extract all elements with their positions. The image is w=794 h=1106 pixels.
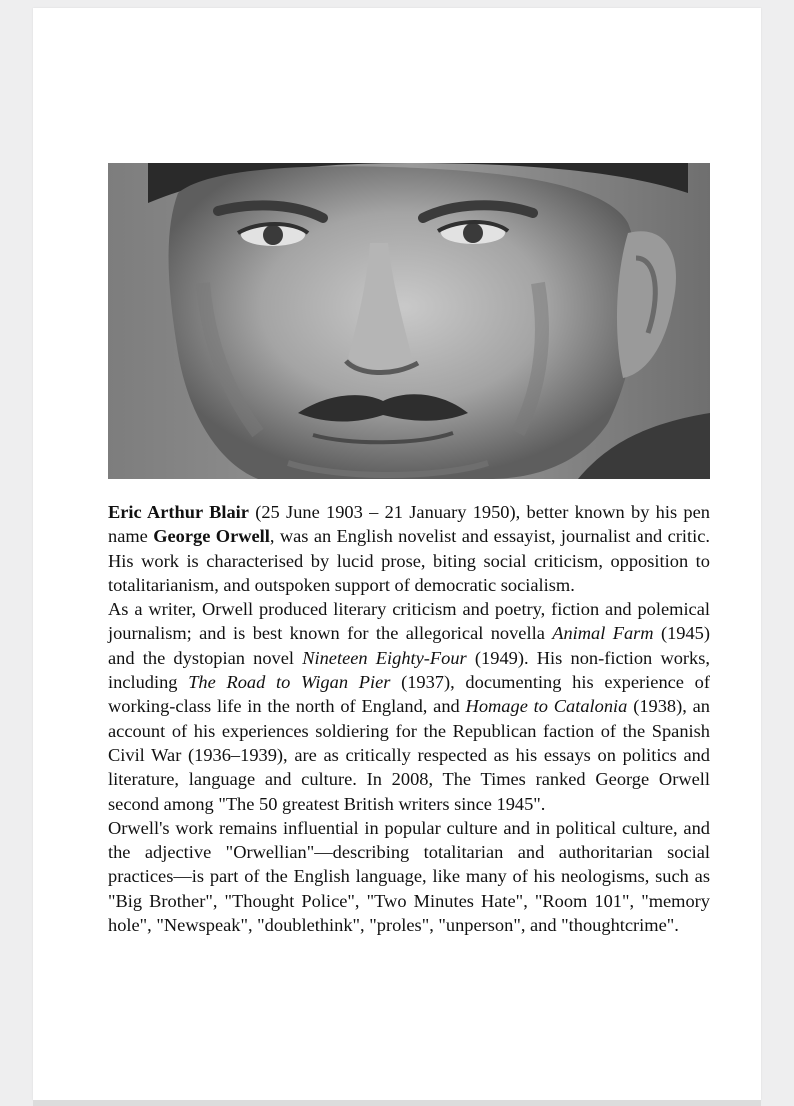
book-title: The Road to Wigan Pier xyxy=(188,672,391,693)
bio-paragraph-2: As a writer, Orwell produced literary criticism and poetry, fiction and polemical journalism; and is best known for the allegorical novella Animal Farm (1945) and the dystopian novel Nineteen Eighty-Four (1949). His non-fiction works, including The Road to Wigan Pier (1937), documenting his experience of working-class life in the north of England, and Homage to Catalonia (1938), an account of his experiences soldiering for the Republican faction of the Spanish Civil War (1936–1939), are as critically respected as his essays on politics and literature, language and culture. In 2008, The Times ranked George Orwell second among "The 50 greatest British writers since 1945". xyxy=(108,599,710,814)
book-title: Animal Farm xyxy=(552,623,654,644)
book-title: Nineteen Eighty-Four xyxy=(302,647,467,668)
document-page xyxy=(33,8,761,1100)
bio-paragraph-3: Orwell's work remains influential in popular culture and in political culture, and the adjective "Orwellian"—describing totalitarian and authoritarian social practices—is part of the English language, like many of his neologisms, such as "Big Brother", "Thought Police", "Two Minutes Hate", "Room 101", "memory hole", "Newspeak", "doublethink", "proles", "unperson", and "thoughtcrime". xyxy=(108,817,710,936)
pen-name: George Orwell xyxy=(153,526,270,547)
portrait-photo xyxy=(108,163,710,479)
page-bottom-edge xyxy=(33,1100,761,1106)
biography-text xyxy=(108,500,710,937)
birth-name: Eric Arthur Blair xyxy=(108,502,249,522)
bio-paragraph-1: Eric Arthur Blair (25 June 1903 – 21 January 1950), better known by his pen name George Orwell, was an English novelist and essayist, journalist and critic. His work is characterised by lucid prose, biting social criticism, opposition to totalitarianism, and outspoken support of democratic socialism. xyxy=(108,502,710,595)
portrait-image xyxy=(108,163,710,479)
book-title: Homage to Catalonia xyxy=(465,696,628,717)
